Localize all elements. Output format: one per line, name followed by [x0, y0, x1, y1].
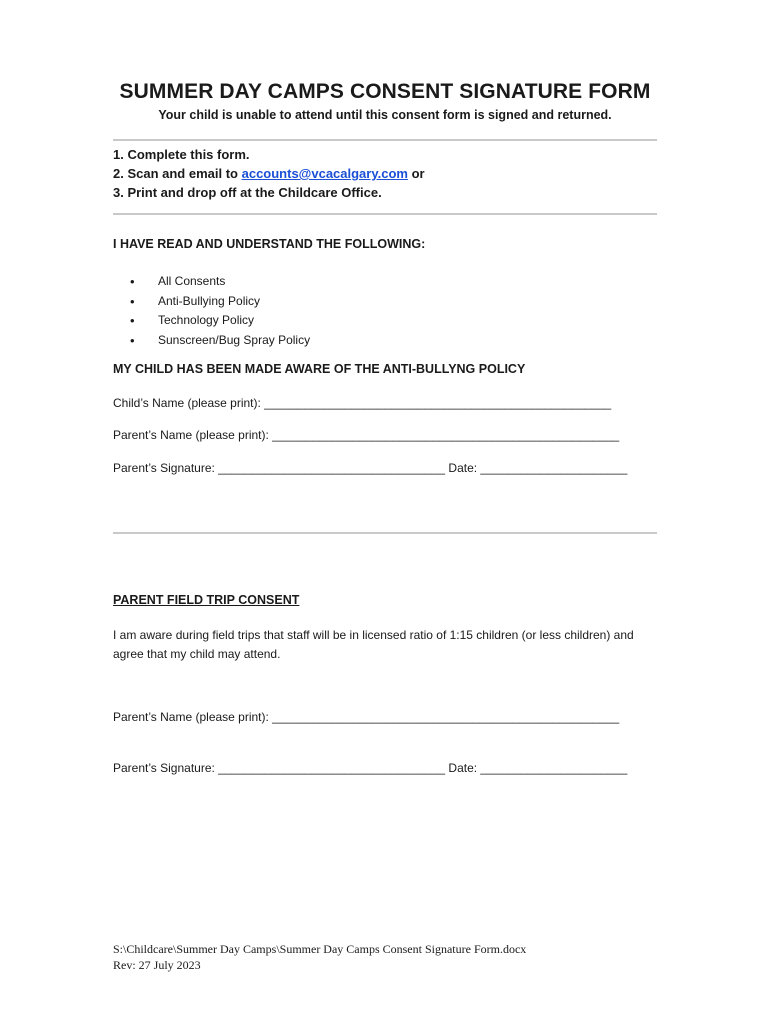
- footer: [113, 941, 526, 973]
- divider-instructions: [113, 213, 657, 215]
- step-1: 1. Complete this form.: [113, 147, 250, 162]
- acknowledge-heading: I HAVE READ AND UNDERSTAND THE FOLLOWING:: [113, 237, 426, 251]
- field-trip-heading: PARENT FIELD TRIP CONSENT: [113, 593, 300, 607]
- email-link[interactable]: accounts@vcacalgary.com: [241, 166, 408, 181]
- footer-revision: Rev: 27 July 2023: [113, 958, 201, 972]
- step-2: [113, 164, 425, 183]
- field-trip-signature-field[interactable]: Parent’s Signature: __________________________________ Date: ______________________: [113, 761, 628, 775]
- list-item: • Anti-Bullying Policy: [130, 292, 310, 312]
- field-trip-text: I am aware during field trips that staff will be in licensed ratio of 1:15 children (or less children) and agree that my child may attend.: [113, 628, 634, 661]
- step-3: 3. Print and drop off at the Childcare Office.: [113, 185, 382, 200]
- page-title: SUMMER DAY CAMPS CONSENT SIGNATURE FORM: [119, 80, 651, 103]
- step-2-suffix: or: [407, 166, 425, 181]
- list-item: • Technology Policy: [130, 311, 310, 331]
- parent-signature-field[interactable]: Parent’s Signature: __________________________________ Date: ______________________: [113, 461, 628, 475]
- divider-top: [113, 139, 657, 141]
- footer-path: S:\Childcare\Summer Day Camps\Summer Day Camps Consent Signature Form.docx: [113, 942, 527, 956]
- field-trip-parent-name-field[interactable]: Parent’s Name (please print): ____________________________________________________: [113, 710, 620, 724]
- list-item: • All Consents: [130, 272, 310, 292]
- step-2-prefix: 2. Scan and email to: [113, 166, 242, 181]
- policy-list: [130, 272, 310, 350]
- instructions: [113, 145, 425, 202]
- child-name-field[interactable]: Child’s Name (please print): ____________________________________________________: [113, 396, 612, 410]
- parent-name-field[interactable]: Parent’s Name (please print): ____________________________________________________: [113, 428, 620, 442]
- list-item: • Sunscreen/Bug Spray Policy: [130, 331, 310, 351]
- anti-bullying-heading: MY CHILD HAS BEEN MADE AWARE OF THE ANTI-BULLYNG POLICY: [113, 362, 526, 376]
- page-subtitle: Your child is unable to attend until this consent form is signed and returned.: [158, 108, 612, 122]
- divider-middle: [113, 532, 657, 534]
